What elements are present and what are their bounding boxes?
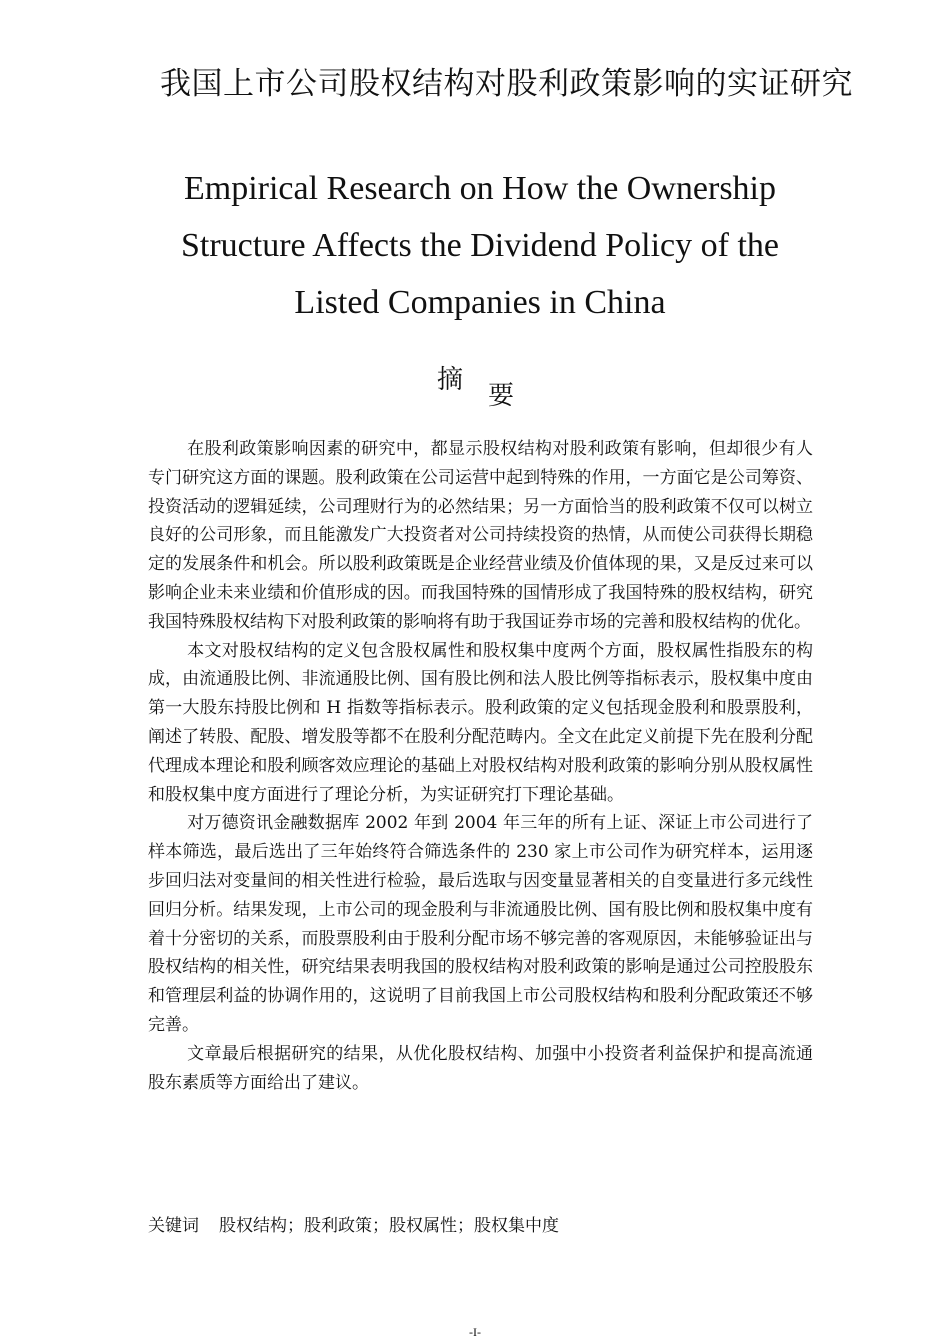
english-title <box>130 160 830 331</box>
abstract-paragraph-1: 在股利政策影响因素的研究中，都显示股权结构对股利政策有影响，但却很少有人专门研究这方面的课题。股利政策在公司运营中起到特殊的作用，一方面它是公司筹资、投资活动的逻辑延续，公司理财行为的必然结果；另一方面恰当的股利政策不仅可以树立良好的公司形象，而且能激发广大投资者对公司持续投资的热情，从而使公司获得长期稳定的发展条件和机会。所以股利政策既是企业经营业绩及价值体现的果，又是反过来可以影响企业未来业绩和价值形成的因。而我国特殊的国情形成了我国特殊的股权结构，研究我国特殊股权结构下对股利政策的影响将有助于我国证券市场的完善和股权结构的优化。 <box>148 439 813 632</box>
english-title-line-1: Empirical Research on How the Ownership <box>184 170 776 207</box>
abstract-paragraph-2: 本文对股权结构的定义包含股权属性和股权集中度两个方面，股权属性指股东的构成，由流通股比例、非流通股比例、国有股比例和法人股比例等指标表示，股权集中度由第一大股东持股比例和 H 指数等指标表示。股利政策的定义包括现金股利和股票股利，阐述了转股、配股、增发股等都不在股利分配范畴内。全文在此定义前提下先在股利分配代理成本理论和股利顾客效应理论的基础上对股权结构对股利政策的影响分别从股权属性和股权集中度方面进行了理论分析，为实证研究打下理论基础。 <box>148 640 813 805</box>
keywords-line <box>148 1212 559 1240</box>
abstract-paragraph-4: 文章最后根据研究的结果，从优化股权结构、加强中小投资者利益保护和提高流通股东素质等方面给出了建议。 <box>148 1043 813 1093</box>
english-title-line-3: Listed Companies in China <box>294 284 666 321</box>
page-number: -I- <box>469 1325 481 1339</box>
abstract-paragraph-3: 对万德资讯金融数据库 2002 年到 2004 年三年的所有上证、深证上市公司进行了样本筛选，最后选出了三年始终符合筛选条件的 230 家上市公司作为研究样本，运用逐步回归法对变量间的相关性进行检验，最后选取与因变量显著相关的自变量进行多元线性回归分析。结果发现，上市公司的现金股利与非流通股比例、国有股比例和股权集中度有着十分密切的关系，而股票股利由于股利分配市场不够完善的客观原因，未能够验证出与股权结构的相关性，研究结果表明我国的股权结构对股利政策的影响是通过公司控股股东和管理层利益的协调作用的，这说明了目前我国上市公司股权结构和股利分配政策还不够完善。 <box>148 813 813 1035</box>
abstract-heading-char-2: 要 <box>488 381 515 411</box>
keywords-label: 关键词 <box>148 1216 199 1236</box>
abstract-body <box>148 435 813 1097</box>
abstract-heading <box>0 360 950 420</box>
abstract-heading-char-1: 摘 <box>437 365 464 395</box>
chinese-title: 我国上市公司股权结构对股利政策影响的实证研究 <box>160 66 853 102</box>
english-title-line-2: Structure Affects the Dividend Policy of the <box>180 227 780 264</box>
keywords-terms: 股权结构；股利政策；股权属性；股权集中度 <box>219 1216 559 1236</box>
